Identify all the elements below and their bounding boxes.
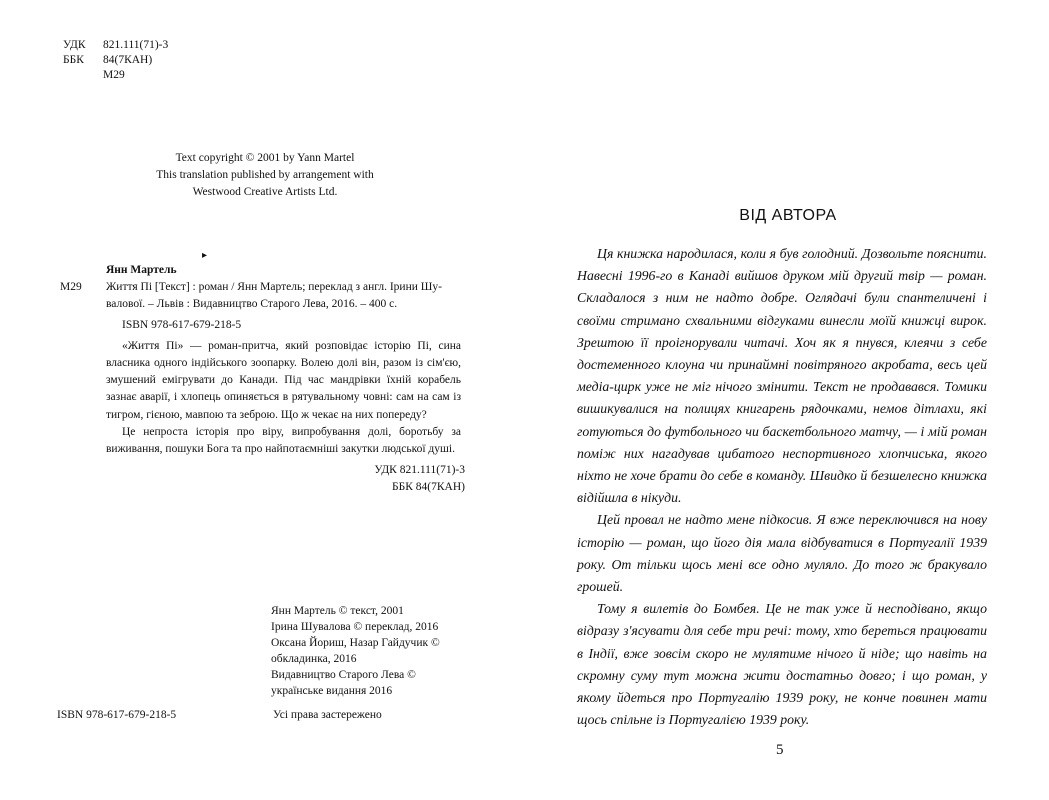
rights-line: Ірина Шувалова © переклад, 2016 [271,621,439,633]
author-code-row [63,68,168,83]
catalog-code: М29 [60,281,82,294]
copyright-notice [140,150,390,201]
rights-line: українське видання 2016 [271,685,393,697]
body-paragraph: Тому я вилетів до Бомбея. Це не так уже й несподівано, якщо відразу з'ясувати для себе три речі: тому, хто береться працювати в Індії, вже зовсім скоро не мулятиме нічого й ніде; що навіть на скромну суму тут можна жити достатньо довго; і що роман, у якому йдеться про Португалію 1939 року, не конче повинен мати щось спільне із Португалією 1939 року. [577,601,987,728]
bbk-row [63,53,168,68]
rights-line: Видавництво Старого Лева © [271,669,416,681]
author-code-value: М29 [103,69,125,81]
body-paragraph: Цей провал не надто мене підкосив. Я вже переключився на нову історію — роман, що його дія мала відбуватися в Португалії 1939 року. От тільки щось мені все одно муляло. До того ж бракувало грошей. [577,512,987,595]
catalog-udk: УДК 821.111(71)-3 [374,464,465,477]
classification-block [63,38,168,83]
printer-mark: ▸ [202,250,208,261]
rights-line: Оксана Йориш, Назар Гайдучик © [271,637,440,649]
catalog-entry-line: валової. – Львів : Видавництво Старого Лева, 2016. – 400 с. [106,298,398,311]
rights-line: Янн Мартель © текст, 2001 [271,605,404,617]
author-code-label [63,68,103,83]
body-paragraph: Ця книжка народилася, коли я був голодний. Дозвольте пояснити. Навесні 1996-го в Канаді вийшов друком мій другий твір — роман. Складалося з ним не надто добре. Оглядачі були спантеличені і своїми стримано схвальними відгуками винесли моїй книжці вирок. Зрештою її проігнорували читачі. Хоч як я пнувся, клеячи з себе достеменного клоуна чи принаймні повітряного акробата, весь цей медіа-цирк уже не міг нічого змінити. Текст не продавався. Томики вишикувалися на полицях книгарень рядочками, немов дітлахи, які готуються до футбольного чи баскетбольного матчу, — і мій роман поміж них нагадував цибатого неспортивного хлопчиська, якого ніхто не хоче брати до себе в команду. Швидко й безшелесно книжка відійшла в нікуди. [577,246,987,506]
rights-line: обкладинка, 2016 [271,653,357,665]
annotation-paragraph: «Життя Пі» — роман-притча, який розповідає історію Пі, сина власника одного індійського зоопарку. Волею долі він, разом із сім'єю, змушений емігрувати до Канади. Під час мандрівки їхній корабель зазнає аварії, і хлопець опиняється в рятувальному човні: сам на сам із тигром, гієною, мавпою та зеброю. Що ж чекає на них попереду? [106,339,461,421]
chapter-body [577,243,987,731]
bbk-value: 84(7КАН) [103,54,153,66]
udk-row [63,38,168,53]
catalog-card [60,262,465,497]
rights-block [271,603,440,699]
udk-label: УДК [63,39,86,51]
catalog-isbn: ISBN 978-617-679-218-5 [122,318,242,331]
catalog-bbk: ББК 84(7КАН) [392,481,465,494]
all-rights-reserved: Усі права застережено [273,709,382,721]
copyright-line: Text copyright © 2001 by Yann Martel [175,152,355,164]
page-number: 5 [776,742,784,758]
copyright-line: This translation published by arrangement with [156,169,374,181]
catalog-entry-line: Життя Пі [Текст] : роман / Янн Мартель; переклад з англ. Ірини Шу- [106,281,442,294]
copyright-line: Westwood Creative Artists Ltd. [192,186,338,198]
catalog-entry [60,279,465,296]
annotation-paragraph: Це непроста історія про віру, випробування долі, боротьбу за виживання, пошуки Бога та про найпотаємніші закутки людської душі. [106,425,461,456]
bbk-label: ББК [63,54,84,66]
catalog-annotation [60,338,461,458]
isbn-footer: ISBN 978-617-679-218-5 [57,709,177,721]
chapter-title: ВІД АВТОРА [739,207,837,224]
catalog-author: Янн Мартель [106,264,177,276]
udk-value: 821.111(71)-3 [103,39,169,51]
